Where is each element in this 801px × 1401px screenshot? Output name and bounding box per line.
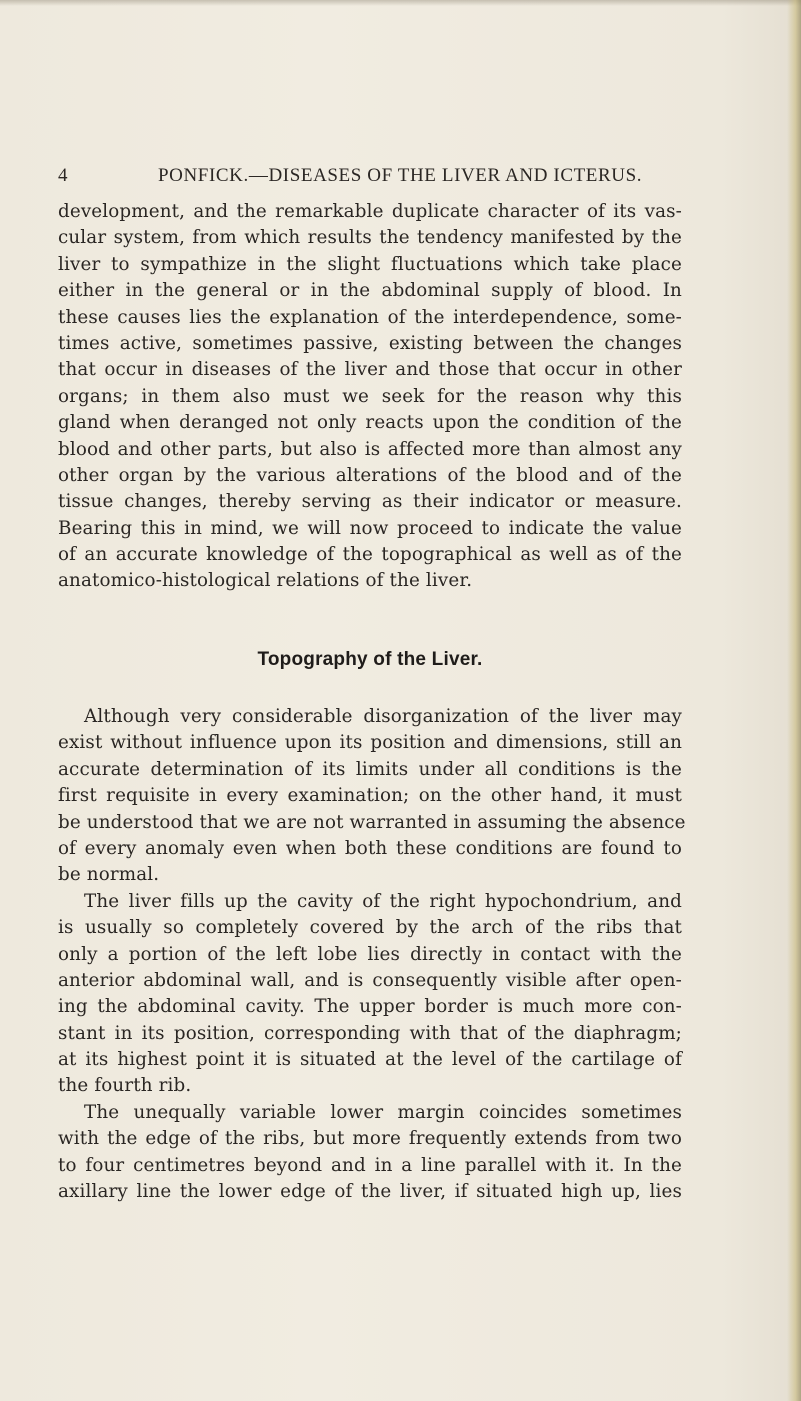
text-line: these causes lies the explanation of the interdependence, some- [58,306,682,328]
text-line: Bearing this in mind, we will now proceed to indicate the value [58,517,682,539]
text-line: The unequally variable lower margin coincides sometimes [84,1101,682,1123]
text-line: cular system, from which results the tendency manifested by the [58,227,682,249]
text-line: gland when deranged not only reacts upon the condition of the [58,412,682,434]
paragraphs-topography [58,704,686,1205]
text-line: The liver fills up the cavity of the right hypochondrium, and [84,890,682,912]
text-line: that occur in diseases of the liver and those that occur in other [58,359,682,381]
text-line: at its highest point it is situated at the level of the cartilage of [58,1049,682,1071]
text-line: anatomico-histological relations of the liver. [58,570,473,592]
text-line: to four centimetres beyond and in a line parallel with it. In the [58,1154,682,1176]
text-line: with the edge of the ribs, but more frequently extends from two [58,1128,682,1150]
text-line: tissue changes, thereby serving as their indicator or measure. [58,491,682,513]
text-line: be understood that we are not warranted in assuming the absence [58,811,686,833]
page-top-shadow [0,0,801,6]
text-line: liver to sympathize in the slight fluctuations which take place [58,253,682,275]
page-edge [787,0,801,1401]
text-line: blood and other parts, but also is affected more than almost any [58,438,682,460]
text-line: anterior abdominal wall, and is consequently visible after open- [58,969,682,991]
paragraph-development [58,199,682,595]
text-line: either in the general or in the abdominal supply of blood. In [58,280,682,302]
page-number: 4 [58,165,69,186]
running-title: PONFICK.—DISEASES OF THE LIVER AND ICTERUS. [158,165,643,186]
text-line: organs; in them also must we seek for the reason why this [58,385,682,407]
text-line: the fourth rib. [58,1075,192,1097]
text-line: stant in its position, corresponding with that of the diaphragm; [58,1022,682,1044]
text-line: only a portion of the left lobe lies directly in contact with the [58,943,682,965]
text-line: ing the abdominal cavity. The upper border is much more con- [58,996,682,1018]
text-line: accurate determination of its limits under all conditions is the [58,758,682,780]
text-line: Although very considerable disorganization of the liver may [84,706,682,727]
text-line: of every anomaly even when both these conditions are found to [58,837,682,859]
text-line: development, and the remarkable duplicate character of its vas- [58,201,682,222]
text-line: axillary line the lower edge of the liver, if situated high up, lies [58,1181,682,1203]
running-head [58,165,698,193]
text-line: first requisite in every examination; on the other hand, it must [58,785,682,807]
text-line: of an accurate knowledge of the topographical as well as of the [58,544,682,566]
section-heading: Topography of the Liver. [257,649,483,670]
text-line: be normal. [58,864,160,886]
text-line: times active, sometimes passive, existing between the changes [58,332,682,354]
text-line: exist without influence upon its position and dimensions, still an [58,732,682,754]
text-line: is usually so completely covered by the arch of the ribs that [58,917,682,939]
text-line: other organ by the various alterations of the blood and of the [58,464,682,486]
